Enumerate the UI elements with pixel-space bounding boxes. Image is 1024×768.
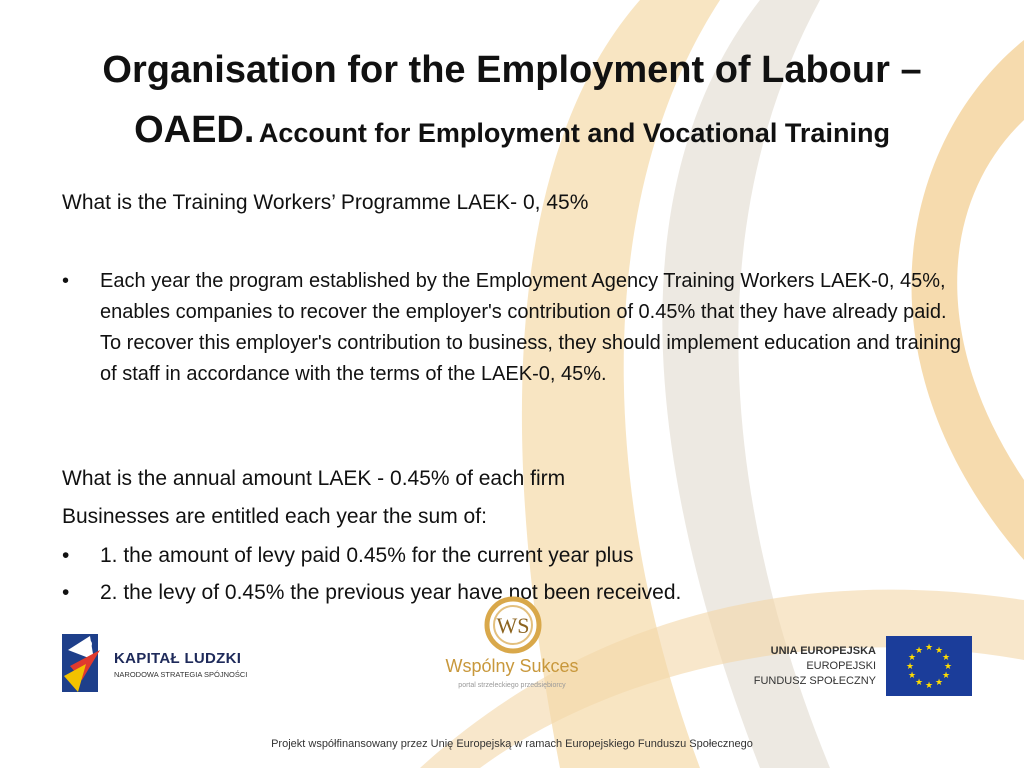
list-item-text: 2. the levy of 0.45% the previous year have not been received. (100, 581, 682, 604)
kapital-ludzki-tagline: NARODOWA STRATEGIA SPÓJNOŚCI (114, 670, 248, 679)
bullet-text: Each year the program established by the Employment Agency Training Workers LAEK-0, 45%, enables companies to recover the employer's contribution of 0.45% that they have already paid. To recover this employer's contribution to business, they should implement education and training of staff in accordance with the terms of the LAEK-0, 45%. (100, 270, 961, 385)
ws-mark-text: WS (496, 613, 530, 638)
title-sub: Account for Employment and Vocational Training (258, 118, 890, 148)
eu-line-2: EUROPEJSKI (806, 660, 876, 672)
list-item-text: 1. the amount of levy paid 0.45% for the current year plus (100, 544, 634, 567)
svg-text:★: ★ (934, 646, 944, 656)
svg-text:★: ★ (907, 671, 917, 681)
wspolny-sukces-name: Wspólny Sukces (445, 656, 579, 676)
svg-text:★: ★ (934, 678, 944, 688)
eu-line-3: FUNDUSZ SPOŁECZNY (753, 675, 876, 687)
svg-text:★: ★ (914, 646, 924, 656)
bullet-paragraph (62, 266, 962, 390)
wspolny-sukces-logo (440, 596, 590, 700)
kapital-ludzki-logo (60, 630, 280, 696)
subheading: What is the Training Workers’ Programme LAEK- 0, 45% (62, 191, 589, 214)
svg-text:★: ★ (941, 671, 951, 681)
bullet-marker: • (62, 581, 70, 604)
svg-text:★: ★ (914, 678, 924, 688)
kapital-ludzki-icon (60, 630, 108, 696)
list-item (62, 537, 962, 574)
paragraph-entitlement: Businesses are entitled each year the sum of: (62, 505, 487, 528)
kapital-ludzki-name: KAPITAŁ LUDZKI (114, 650, 242, 667)
svg-text:★: ★ (905, 662, 915, 672)
eu-flag-icon (886, 636, 972, 696)
svg-text:★: ★ (943, 662, 953, 672)
svg-text:★: ★ (907, 653, 917, 663)
wspolny-sukces-tagline: portal strzeleckiego przedsiębiorcy (458, 682, 566, 689)
svg-text:★: ★ (941, 653, 951, 663)
bullet-marker: • (62, 544, 70, 567)
eu-social-fund-logo (740, 630, 980, 700)
svg-text:★: ★ (924, 643, 934, 653)
paragraph-annual-amount: What is the annual amount LAEK - 0.45% of each firm (62, 467, 566, 490)
title-main: Organisation for the Employment of Labour – OAED. (102, 49, 922, 151)
wspolny-sukces-icon (440, 596, 590, 656)
slide-title (40, 44, 984, 164)
list-item (62, 266, 962, 390)
eu-text-block (754, 644, 876, 689)
bullet-marker: • (62, 270, 70, 292)
eu-line-1: UNIA EUROPEJSKA (770, 645, 876, 657)
footer-funding-note: Projekt współfinansowany przez Unię Europejską w ramach Europejskiego Funduszu Społecznego (271, 738, 753, 750)
svg-text:★: ★ (924, 681, 934, 691)
